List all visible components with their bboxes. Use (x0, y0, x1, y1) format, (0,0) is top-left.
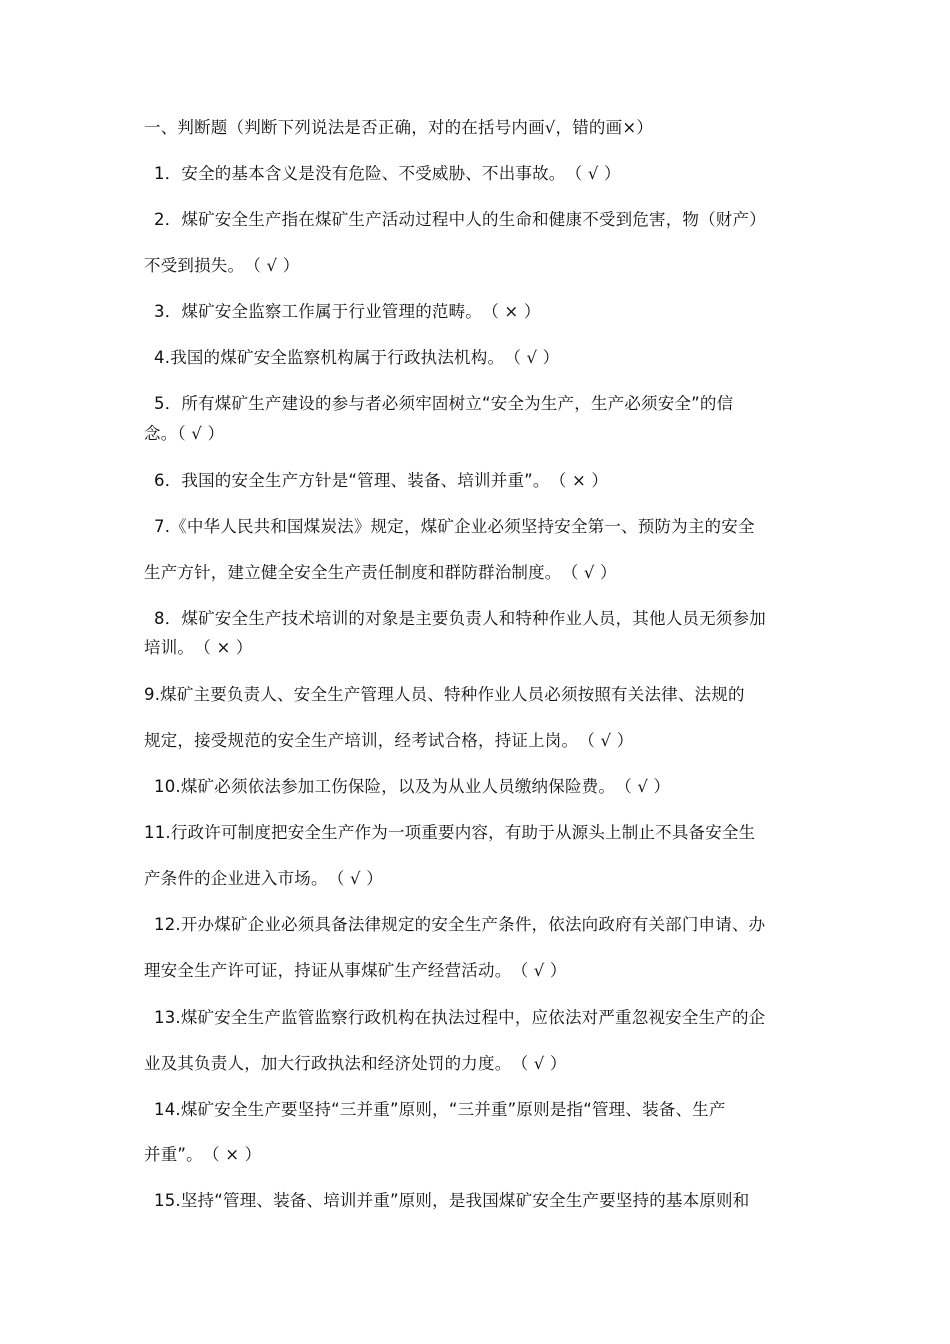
text-line: 培训。 （ × ） (144, 638, 253, 657)
text-line: 14.煤矿安全生产要坚持“三并重”原则，“三并重”原则是指“管理、装备、生产 (154, 1100, 726, 1119)
text-line: 5．所有煤矿生产建设的参与者必须牢固树立“安全为生产，生产必须安全”的信 (154, 394, 734, 413)
text-line: 4.我国的煤矿安全监察机构属于行政执法机构。 （ √ ） (154, 348, 560, 367)
text-line: 理安全生产许可证，持证从事煤矿生产经营活动。 （ √ ） (144, 961, 567, 980)
text-line: 9.煤矿主要负责人、安全生产管理人员、特种作业人员必须按照有关法律、法规的 (144, 685, 745, 704)
text-line: 不受到损失。 （ √ ） (144, 256, 300, 275)
text-line: 13.煤矿安全生产监管监察行政机构在执法过程中，应依法对严重忽视安全生产的企 (154, 1008, 766, 1027)
text-line: 15.坚持“管理、装备、培训并重”原则，是我国煤矿安全生产要坚持的基本原则和 (154, 1191, 750, 1210)
text-line: 10.煤矿必须依法参加工伤保险，以及为从业人员缴纳保险费。 （ √ ） (154, 777, 671, 796)
text-line: 并重”。 （ × ） (144, 1145, 262, 1164)
text-line: 业及其负责人，加大行政执法和经济处罚的力度。 （ √ ） (144, 1054, 567, 1073)
text-line: 7.《中华人民共和国煤炭法》规定，煤矿企业必须坚持安全第一、预防为主的安全 (154, 517, 755, 536)
text-line: 12.开办煤矿企业必须具备法律规定的安全生产条件，依法向政府有关部门申请、办 (154, 915, 766, 934)
text-line: 2．煤矿安全生产指在煤矿生产活动过程中人的生命和健康不受到危害，物（财产） (154, 210, 766, 229)
text-line: 11.行政许可制度把安全生产作为一项重要内容，有助于从源头上制止不具备安全生 (144, 823, 756, 842)
section-heading: 一、判断题（判断下列说法是否正确，对的在括号内画√，错的画×） (144, 118, 654, 137)
text-line: 8．煤矿安全生产技术培训的对象是主要负责人和特种作业人员，其他人员无须参加 (154, 609, 766, 628)
text-line: 产条件的企业进入市场。 （ √ ） (144, 869, 383, 888)
text-line: 生产方针，建立健全安全生产责任制度和群防群治制度。 （ √ ） (144, 563, 617, 582)
text-line: 规定，接受规范的安全生产培训，经考试合格，持证上岗。 （ √ ） (144, 731, 634, 750)
text-line: 1．安全的基本含义是没有危险、不受威胁、不出事故。 （ √ ） (154, 164, 621, 183)
text-line: 6．我国的安全生产方针是“管理、装备、培训并重”。 （ × ） (154, 471, 609, 490)
text-line: 3．煤矿安全监察工作属于行业管理的范畴。 （ × ） (154, 302, 541, 321)
text-line: 念。（ √ ） (144, 424, 225, 443)
